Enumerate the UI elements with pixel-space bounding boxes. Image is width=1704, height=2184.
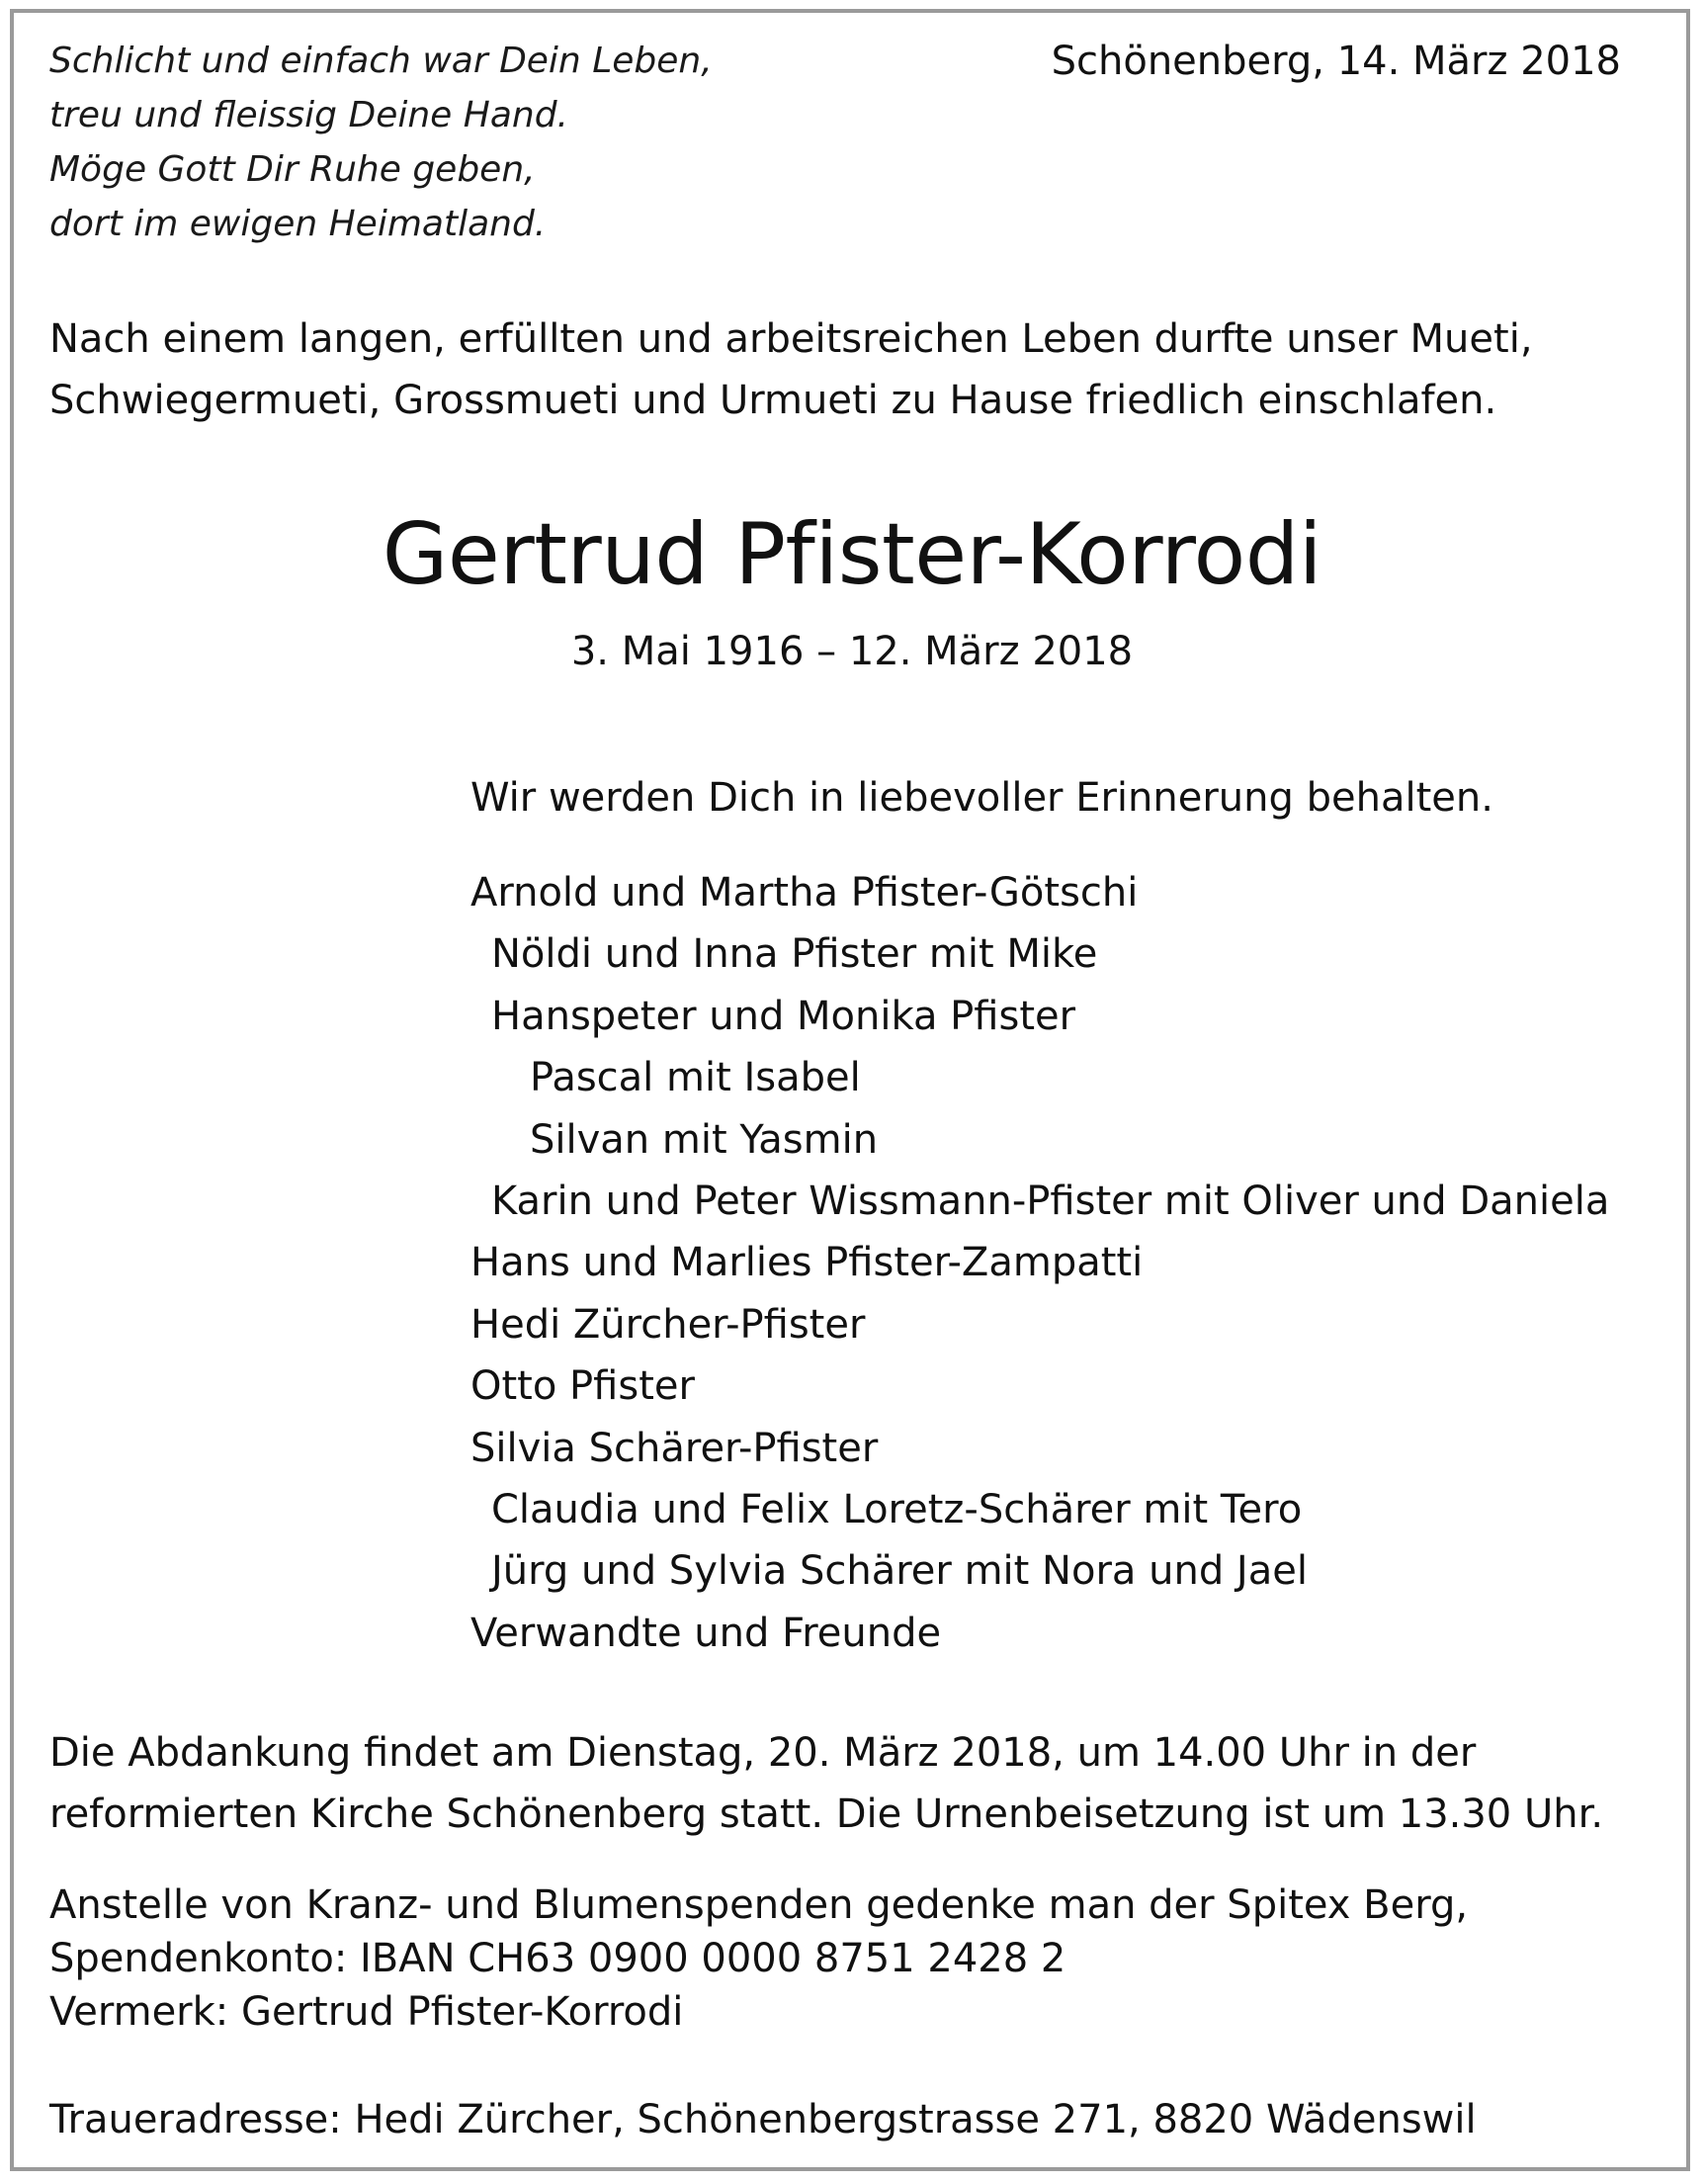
donation-line: Vermerk: Gertrud Pfister-Korrodi: [49, 1989, 684, 2035]
mourner: Jürg und Sylvia Schärer mit Nora und Jael: [491, 1548, 1308, 1595]
donation-line: Anstelle von Kranz- und Blumenspenden gedenke man der Spitex Berg,: [49, 1882, 1469, 1928]
deceased-name: Gertrud Pfister-Korrodi: [382, 505, 1322, 604]
mourner: Pascal mit Isabel: [530, 1055, 861, 1101]
donation-line: Spendenkonto: IBAN CH63 0900 0000 8751 2428 2: [49, 1936, 1066, 1981]
intro-line: Nach einem langen, erfüllten und arbeitsreichen Leben durfte unser Mueti,: [49, 316, 1533, 362]
service-line: Die Abdankung findet am Dienstag, 20. März 2018, um 14.00 Uhr in der: [49, 1730, 1477, 1776]
mourner: Karin und Peter Wissmann-Pfister mit Oliver und Daniela: [491, 1179, 1610, 1225]
mourners-list: [470, 862, 1609, 1664]
mourning-address: Traueradresse: Hedi Zürcher, Schönenbergstrasse 271, 8820 Wädenswil: [49, 2097, 1477, 2142]
mourner: Otto Pfister: [470, 1363, 695, 1410]
poem-line: Schlicht und einfach war Dein Leben,: [49, 41, 713, 81]
mourner: Nöldi und Inna Pfister mit Mike: [491, 931, 1098, 978]
poem-line: treu und fleissig Deine Hand.: [49, 95, 568, 135]
mourner: Hans und Marlies Pfister-Zampatti: [470, 1240, 1144, 1286]
intro-line: Schwiegermueti, Grossmueti und Urmueti zu Hause friedlich einschlafen.: [49, 378, 1497, 423]
mourner: Silvan mit Yasmin: [530, 1116, 879, 1163]
poem-line: dort im ewigen Heimatland.: [49, 204, 547, 244]
lifespan: 3. Mai 1916 – 12. März 2018: [570, 629, 1134, 674]
mourner: Claudia und Felix Loretz-Schärer mit Tero: [491, 1487, 1303, 1533]
mourner: Hanspeter und Monika Pfister: [491, 993, 1076, 1039]
remembrance-line: Wir werden Dich in liebevoller Erinnerung behalten.: [470, 775, 1493, 821]
mourner: Hedi Zürcher-Pfister: [470, 1301, 866, 1348]
intro-text: [49, 308, 1533, 431]
service-line: reformierten Kirche Schönenberg statt. Die Urnenbeisetzung ist um 13.30 Uhr.: [49, 1791, 1604, 1837]
mourner: Verwandte und Freunde: [470, 1610, 942, 1656]
mourner: Arnold und Martha Pfister-Götschi: [470, 870, 1139, 916]
place-date: Schönenberg, 14. März 2018: [1051, 39, 1621, 84]
poem-line: Möge Gott Dir Ruhe geben,: [49, 149, 536, 190]
poem: [49, 34, 713, 251]
donation-info: [49, 1878, 1468, 2039]
mourner: Silvia Schärer-Pfister: [470, 1425, 879, 1471]
service-info: [49, 1722, 1603, 1845]
